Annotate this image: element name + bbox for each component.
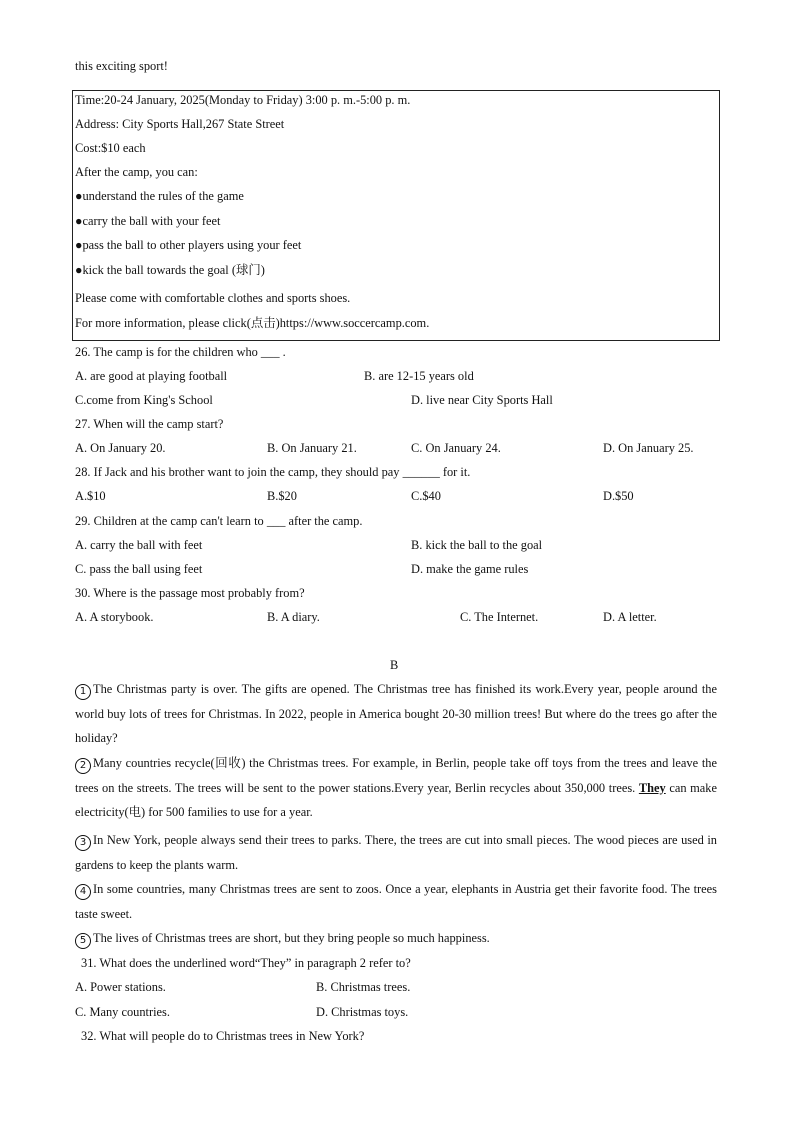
notice-info-link[interactable]: For more information, please click(点击)https://www.soccercamp.com. xyxy=(75,316,430,330)
option-30b: B. A diary. xyxy=(267,610,320,624)
option-26d: D. live near City Sports Hall xyxy=(411,393,553,407)
option-29d: D. make the game rules xyxy=(411,562,529,576)
question-30-stem: 30. Where is the passage most probably from? xyxy=(75,586,305,600)
option-30c: C. The Internet. xyxy=(460,610,539,624)
option-28c: C.$40 xyxy=(411,489,441,503)
paragraph-number-5: 5 xyxy=(75,933,91,949)
paragraph-number-3: 3 xyxy=(75,835,91,851)
option-28d: D.$50 xyxy=(603,489,634,503)
option-29c: C. pass the ball using feet xyxy=(75,562,203,576)
question-31-stem: 31. What does the underlined word“They” in paragraph 2 refer to? xyxy=(81,956,411,970)
question-26-stem: 26. The camp is for the children who ___ . xyxy=(75,345,286,359)
intro-tail: this exciting sport! xyxy=(75,59,168,73)
notice-bullet: ●carry the ball with your feet xyxy=(75,214,221,228)
option-28b: B.$20 xyxy=(267,489,297,503)
paragraph-2: 2 Many countries recycle(回收) the Christmas trees. For example, in Berlin, people take off toys from the trees and leave the trees on the streets. The trees will be sent to the power stations.Every year, Berlin recycles about 350,000 trees. They can make electricity(电) for 500 families to use for a year. xyxy=(75,756,717,819)
option-26c: C.come from King's School xyxy=(75,393,213,407)
question-32-stem: 32. What will people do to Christmas trees in New York? xyxy=(81,1029,365,1043)
option-26a: A. are good at playing football xyxy=(75,369,228,383)
underlined-word-they: They xyxy=(638,780,666,795)
notice-cost: Cost:$10 each xyxy=(75,141,146,155)
question-29-stem: 29. Children at the camp can't learn to ___ after the camp. xyxy=(75,514,363,528)
option-29a: A. carry the ball with feet xyxy=(75,538,203,552)
notice-after: After the camp, you can: xyxy=(75,165,198,179)
paragraph-1: 1 The Christmas party is over. The gifts are opened. The Christmas tree has finished its work.Every year, people around the world buy lots of trees for Christmas. In 2022, people in America bought 20-30 million trees! But where do the trees go after the holiday? xyxy=(75,682,717,745)
paragraph-number-4: 4 xyxy=(75,884,91,900)
paragraph-number-1: 1 xyxy=(75,684,91,700)
option-27c: C. On January 24. xyxy=(411,441,501,455)
paragraph-4: 4 In some countries, many Christmas trees are sent to zoos. Once a year, elephants in Austria get their favorite food. The trees taste sweet. xyxy=(75,882,717,921)
notice-address: Address: City Sports Hall,267 State Street xyxy=(75,117,285,131)
option-30d: D. A letter. xyxy=(603,610,657,624)
option-28a: A.$10 xyxy=(75,489,106,503)
option-31b: B. Christmas trees. xyxy=(316,980,411,994)
section-b-heading: B xyxy=(390,658,399,672)
option-31a: A. Power stations. xyxy=(75,980,166,994)
notice-bullet: ●pass the ball to other players using your feet xyxy=(75,238,302,252)
option-27a: A. On January 20. xyxy=(75,441,166,455)
option-27b: B. On January 21. xyxy=(267,441,357,455)
option-31d: D. Christmas toys. xyxy=(316,1005,409,1019)
option-27d: D. On January 25. xyxy=(603,441,694,455)
option-31c: C. Many countries. xyxy=(75,1005,170,1019)
option-30a: A. A storybook. xyxy=(75,610,154,624)
notice-bullet: ●kick the ball towards the goal (球门) xyxy=(75,263,265,277)
notice-bullet: ●understand the rules of the game xyxy=(75,189,244,203)
paragraph-5: 5 The lives of Christmas trees are short, but they bring people so much happiness. xyxy=(75,926,717,951)
paragraph-3: 3 In New York, people always send their trees to parks. There, the trees are cut into small pieces. The wood pieces are used in gardens to keep the plants warm. xyxy=(75,833,717,872)
question-27-stem: 27. When will the camp start? xyxy=(75,417,224,431)
question-28-stem: 28. If Jack and his brother want to join the camp, they should pay ______ for it. xyxy=(75,465,471,479)
paragraph-number-2: 2 xyxy=(75,758,91,774)
option-29b: B. kick the ball to the goal xyxy=(411,538,543,552)
option-26b: B. are 12-15 years old xyxy=(364,369,474,383)
notice-clothes: Please come with comfortable clothes and sports shoes. xyxy=(75,291,351,305)
notice-time: Time:20-24 January, 2025(Monday to Friday) 3:00 p. m.-5:00 p. m. xyxy=(75,93,411,107)
